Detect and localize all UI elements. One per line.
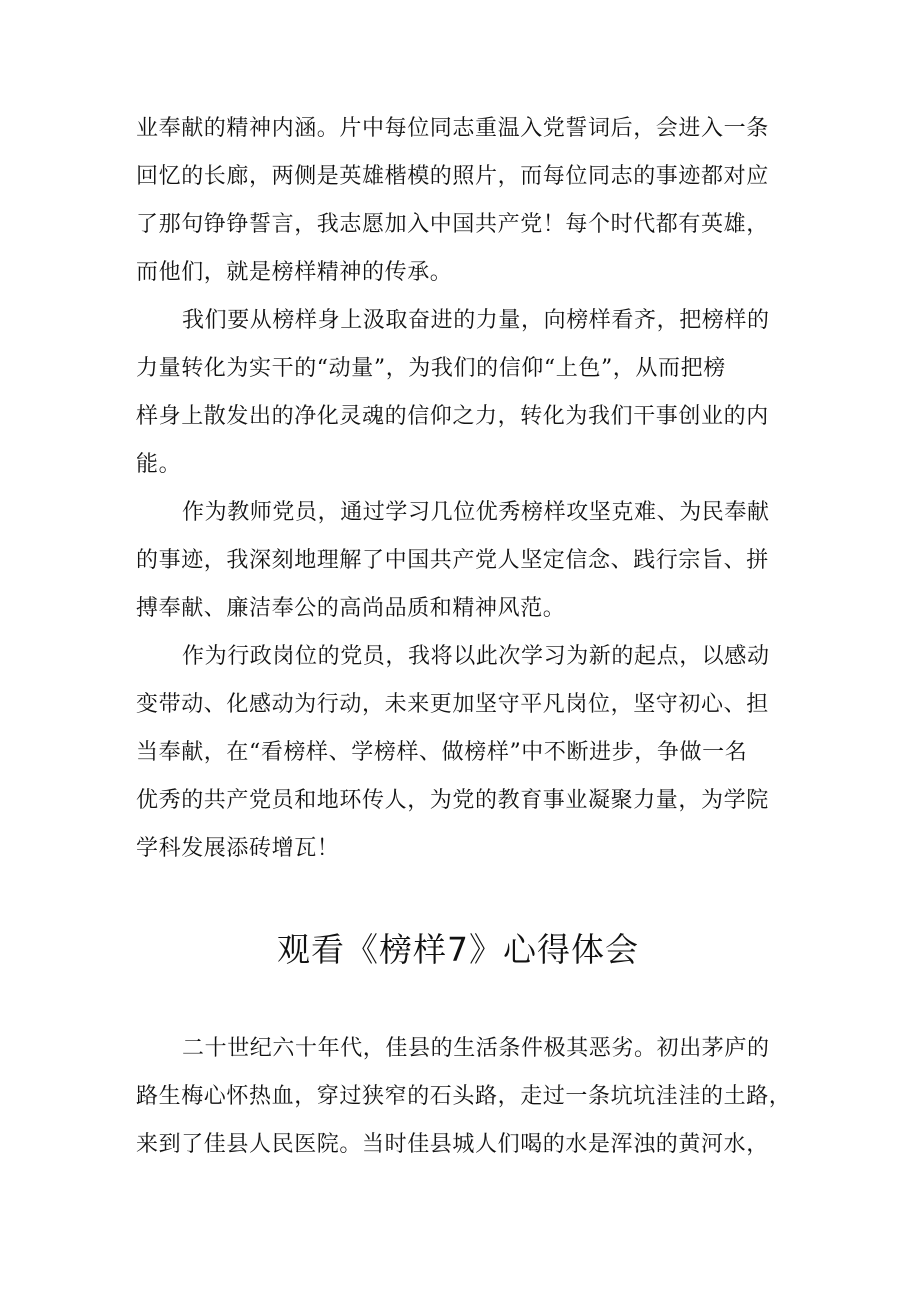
- paragraph-2-line-1: 我们要从榜样身上汲取奋进的力量，向榜样看齐，把榜样的: [182, 308, 770, 333]
- paragraph-4-line-5: 学科发展添砖增瓦！: [136, 836, 340, 861]
- paragraph-4-line-3: 当奉献，在“看榜样、学榜样、做榜样”中不断进步，争做一名: [136, 740, 748, 765]
- paragraph-3-line-2: 的事迹，我深刻地理解了中国共产党人坚定信念、践行宗旨、拼: [136, 548, 769, 573]
- paragraph-4-line-2: 变带动、化感动为行动，未来更加坚守平凡岗位，坚守初心、担: [136, 692, 769, 717]
- paragraph-1-line-4: 而他们，就是榜样精神的传承。: [136, 260, 453, 285]
- paragraph-4-line-1: 作为行政岗位的党员，我将以此次学习为新的起点，以感动: [182, 644, 770, 669]
- paragraph-3-line-1: 作为教师党员，通过学习几位优秀榜样攻坚克难、为民奉献: [182, 500, 770, 525]
- paragraph-2-line-4: 能。: [136, 452, 182, 477]
- paragraph-5-line-3: 来到了佳县人民医院。当时佳县城人们喝的水是浑浊的黄河水，: [136, 1132, 769, 1157]
- paragraph-4-line-4: 优秀的共产党员和地环传人，为党的教育事业凝聚力量，为学院: [136, 788, 769, 813]
- paragraph-5-line-1: 二十世纪六十年代，佳县的生活条件极其恶劣。初出茅庐的: [182, 1036, 770, 1061]
- paragraph-2-line-2: 力量转化为实干的“动量”，为我们的信仰“上色”，从而把榜: [136, 356, 726, 381]
- paragraph-3-line-3: 搏奉献、廉洁奉公的高尚品质和精神风范。: [136, 596, 566, 621]
- paragraph-1-line-1: 业奉献的精神内涵。片中每位同志重温入党誓词后，会进入一条: [136, 116, 769, 141]
- paragraph-1-line-2: 回忆的长廊，两侧是英雄楷模的照片，而每位同志的事迹都对应: [136, 164, 769, 189]
- paragraph-2-line-3: 样身上散发出的净化灵魂的信仰之力，转化为我们干事创业的内: [136, 404, 769, 429]
- paragraph-5-line-2: 路生梅心怀热血，穿过狭窄的石头路，走过一条坑坑洼洼的土路，: [136, 1084, 792, 1109]
- section-heading: 观看《榜样7》心得体会: [277, 930, 639, 969]
- paragraph-1-line-3: 了那句铮铮誓言，我志愿加入中国共产党！每个时代都有英雄，: [136, 212, 769, 237]
